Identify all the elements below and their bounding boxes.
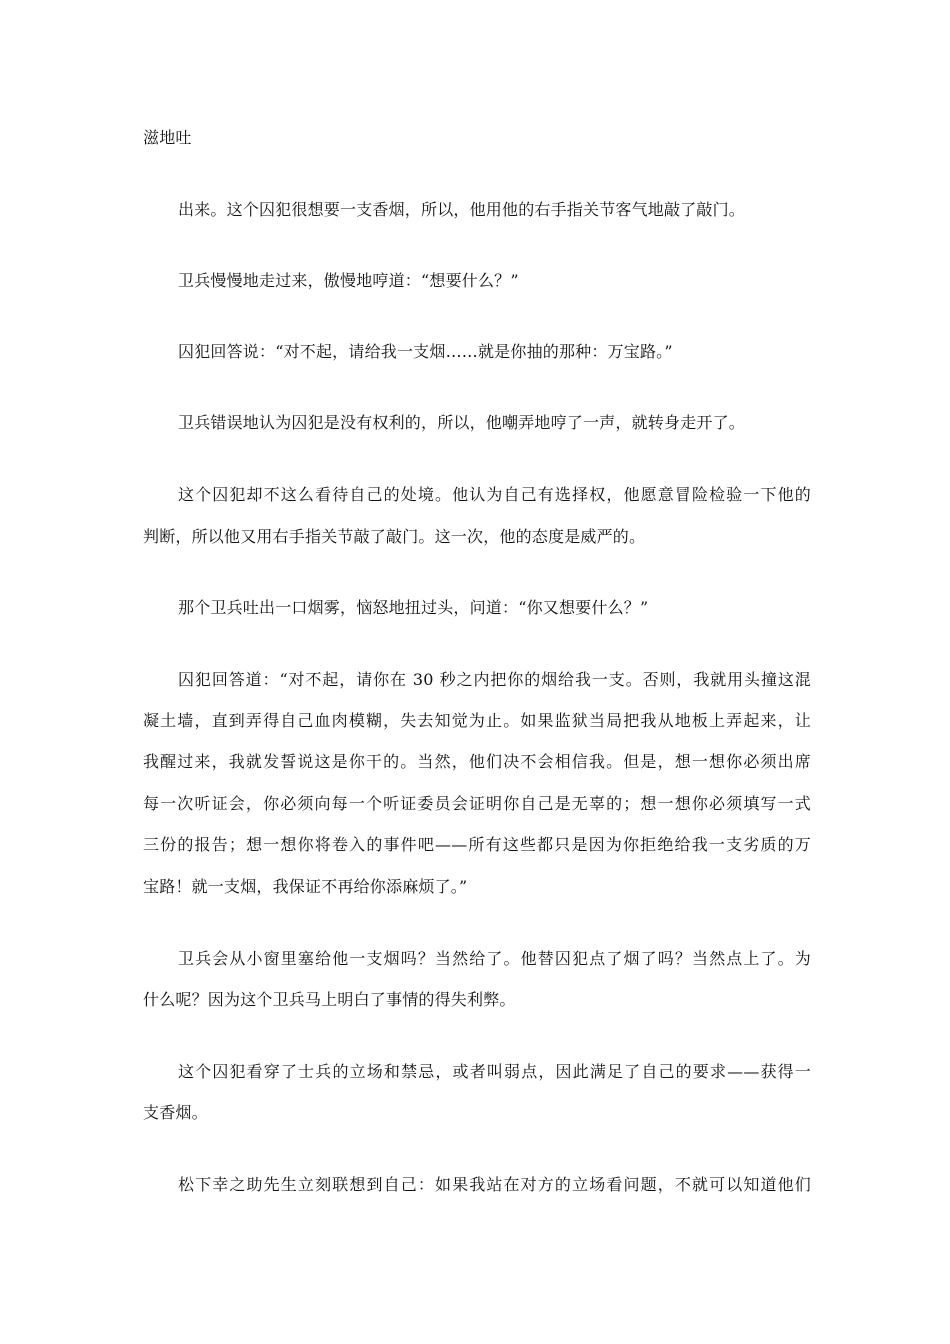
text-line: 那个卫兵吐出一口烟雾，恼怒地扭过头，问道：“你又想要什么？” [178,598,649,617]
text-line: 卫兵会从小窗里塞给他一支烟吗？当然给了。他替囚犯点了烟了吗？当然点上了。为 [178,949,811,968]
text-line: 每一次听证会，你必须向每一个听证委员会证明你自己是无辜的；想一想你必须填写一式 [143,794,811,813]
text-line: 囚犯回答道：“对不起，请你在 30 秒之内把你的烟给我一支。否则，我就用头撞这混 [178,670,811,689]
text-line: 滋地吐 [143,128,192,147]
text-line: 我醒过来，我就发誓说这是你干的。当然，他们决不会相信我。但是，想一想你必须出席 [143,752,811,771]
text-line: 卫兵错误地认为囚犯是没有权利的，所以，他嘲弄地哼了一声，就转身走开了。 [178,413,746,432]
text-line: 三份的报告；想一想你将卷入的事件吧——所有这些都只是因为你拒绝给我一支劣质的万 [143,835,811,854]
text-line: 判断，所以他又用右手指关节敲了敲门。这一次，他的态度是威严的。 [143,527,646,546]
text-line: 卫兵慢慢地走过来，傲慢地哼道：“想要什么？” [178,271,519,290]
text-line: 凝土墙，直到弄得自己血肉模糊，失去知觉为止。如果监狱当局把我从地板上弄起来，让 [143,711,811,730]
text-line: 这个囚犯却不这么看待自己的处境。他认为自己有选择权，他愿意冒险检验一下他的 [178,485,811,504]
text-line: 宝路！就一支烟，我保证不再给你添麻烦了。” [143,877,468,896]
text-line: 出来。这个囚犯很想要一支香烟，所以，他用他的右手指关节客气地敲了敲门。 [178,200,746,219]
text-line: 支香烟。 [143,1103,208,1122]
text-line: 松下幸之助先生立刻联想到自己：如果我站在对方的立场看问题，不就可以知道他们 [178,1175,811,1194]
text-line: 这个囚犯看穿了士兵的立场和禁忌，或者叫弱点，因此满足了自己的要求——获得一 [178,1062,811,1081]
text-line: 囚犯回答说：“对不起，请给我一支烟……就是你抽的那种：万宝路。” [178,342,673,361]
text-line: 什么呢？因为这个卫兵马上明白了事情的得失利弊。 [143,990,516,1009]
